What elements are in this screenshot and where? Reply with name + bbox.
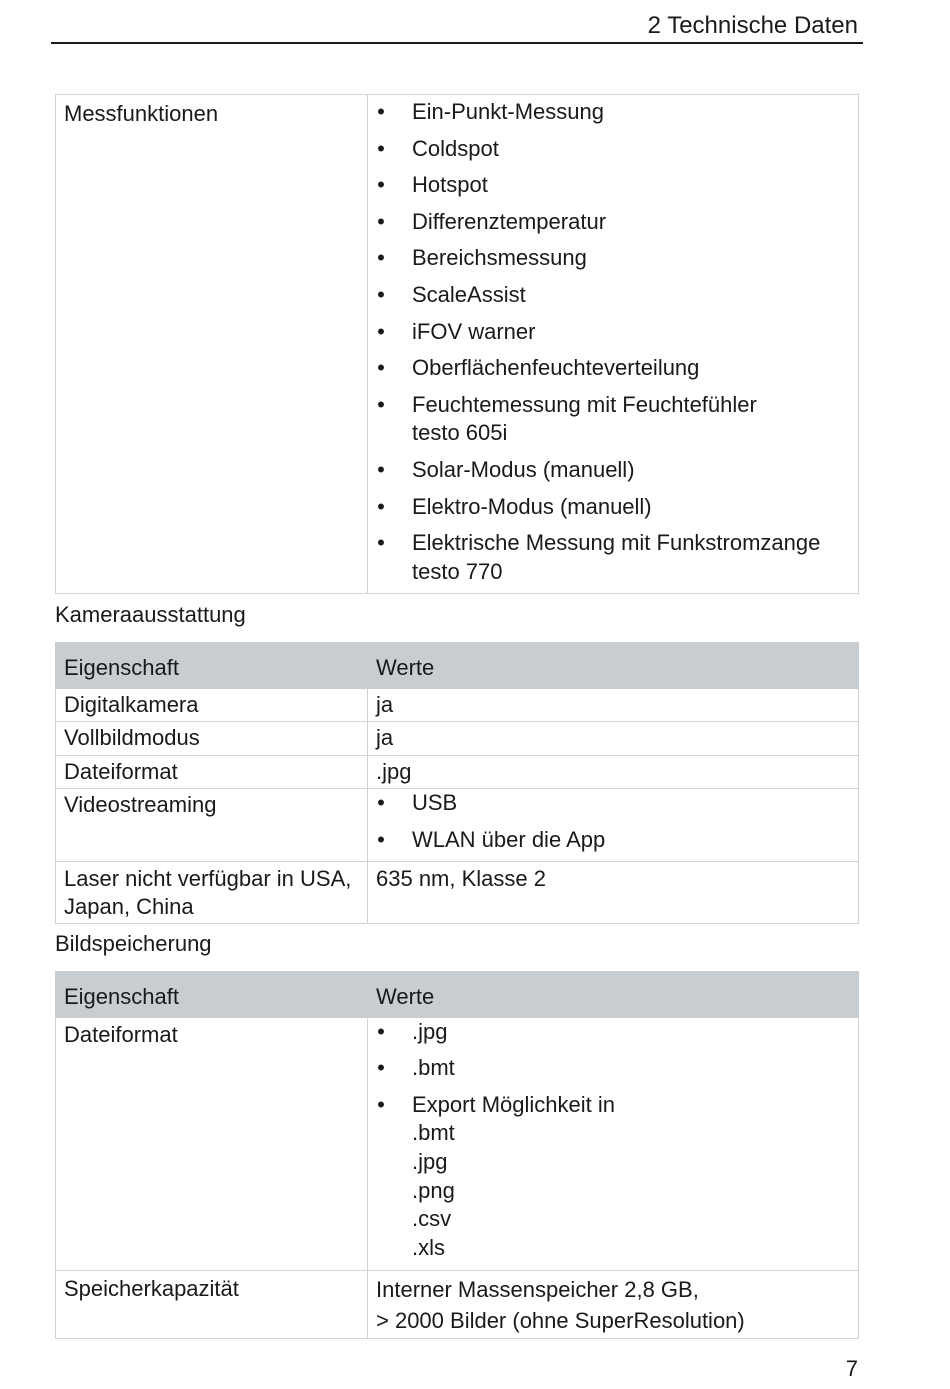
bullet-icon: • xyxy=(377,208,385,234)
bullet-icon: • xyxy=(377,245,385,271)
property-cell: Laser nicht verfügbar in USA, Japan, China xyxy=(56,861,368,923)
bullet-icon: • xyxy=(377,172,385,198)
list-item: • Bereichsmessung xyxy=(412,244,850,273)
table-row xyxy=(56,755,859,789)
bullet-icon: • xyxy=(377,826,385,852)
page-header xyxy=(51,8,863,44)
bullet-icon: • xyxy=(377,318,385,344)
column-header-values: Werte xyxy=(368,643,859,689)
table-row xyxy=(56,722,859,756)
bullet-icon: • xyxy=(377,493,385,519)
section-title-camera: Kameraausstattung xyxy=(55,602,246,627)
bullet-icon: • xyxy=(377,456,385,482)
table-header-row xyxy=(56,643,859,689)
section-title-image-storage: Bildspeicherung xyxy=(55,931,212,956)
table-row xyxy=(56,688,859,722)
table-row xyxy=(56,861,859,923)
file-format-list xyxy=(376,1018,850,1263)
value-cell: ja xyxy=(368,722,859,756)
table-row xyxy=(56,1017,859,1271)
page-number: 7 xyxy=(845,1356,858,1381)
list-item: • Export Möglichkeit in .bmt .jpg .png .csv .xls xyxy=(377,1091,615,1260)
measurement-functions-values xyxy=(368,95,859,594)
column-header-property: Eigenschaft xyxy=(56,972,368,1018)
camera-features-table xyxy=(55,642,859,924)
bullet-icon: • xyxy=(377,281,385,307)
list-item: • Elektrische Messung mit Funkstromzange testo 770 xyxy=(377,530,821,584)
property-cell: Videostreaming xyxy=(56,789,368,861)
list-item: • Coldspot xyxy=(412,135,850,164)
column-header-values: Werte xyxy=(368,972,859,1018)
table-header-row xyxy=(56,972,859,1018)
list-item: • Elektro-Modus (manuell) xyxy=(412,493,850,522)
bullet-icon: • xyxy=(377,135,385,161)
property-cell: Vollbildmodus xyxy=(56,722,368,756)
list-item: • Differenztemperatur xyxy=(412,208,850,237)
measurement-functions-list xyxy=(376,98,850,586)
measurement-functions-label: Messfunktionen xyxy=(56,95,368,594)
image-storage-table xyxy=(55,971,859,1339)
list-item: • .bmt xyxy=(412,1054,850,1083)
table-row xyxy=(56,1271,859,1339)
list-item: • iFOV warner xyxy=(412,318,850,347)
bullet-icon: • xyxy=(377,391,385,417)
table-row xyxy=(56,95,859,594)
bullet-icon: • xyxy=(377,1091,385,1117)
value-cell: ja xyxy=(368,688,859,722)
bullet-icon: • xyxy=(377,1055,385,1081)
property-cell: Dateiformat xyxy=(56,1017,368,1271)
value-cell: 635 nm, Klasse 2 xyxy=(368,861,859,923)
video-streaming-list xyxy=(376,789,850,854)
bullet-icon: • xyxy=(377,1018,385,1044)
column-header-property: Eigenschaft xyxy=(56,643,368,689)
list-item: • .jpg xyxy=(412,1018,850,1047)
property-cell: Speicherkapazität xyxy=(56,1271,368,1339)
list-item: • WLAN über die App xyxy=(412,826,850,855)
property-cell: Dateiformat xyxy=(56,755,368,789)
list-item: • USB xyxy=(412,789,850,818)
value-cell: .jpg xyxy=(368,755,859,789)
list-item: • ScaleAssist xyxy=(412,281,850,310)
value-cell xyxy=(368,1017,859,1271)
page-header-title: 2 Technische Daten xyxy=(647,12,858,39)
property-cell: Digitalkamera xyxy=(56,688,368,722)
value-cell: Interner Massenspeicher 2,8 GB, > 2000 Bilder (ohne SuperResolution) xyxy=(368,1271,859,1339)
list-item: • Hotspot xyxy=(412,171,850,200)
bullet-icon: • xyxy=(377,530,385,556)
measurement-functions-table xyxy=(55,94,859,594)
list-item: • Ein-Punkt-Messung xyxy=(412,98,850,127)
bullet-icon: • xyxy=(377,99,385,124)
table-row xyxy=(56,789,859,861)
list-item: • Solar-Modus (manuell) xyxy=(412,456,850,485)
list-item: • Feuchtemessung mit Feuchtefühler testo 605i xyxy=(377,391,757,446)
bullet-icon: • xyxy=(377,790,385,816)
value-cell xyxy=(368,789,859,861)
list-item: • Oberflächenfeuchteverteilung xyxy=(412,354,850,383)
bullet-icon: • xyxy=(377,355,385,381)
